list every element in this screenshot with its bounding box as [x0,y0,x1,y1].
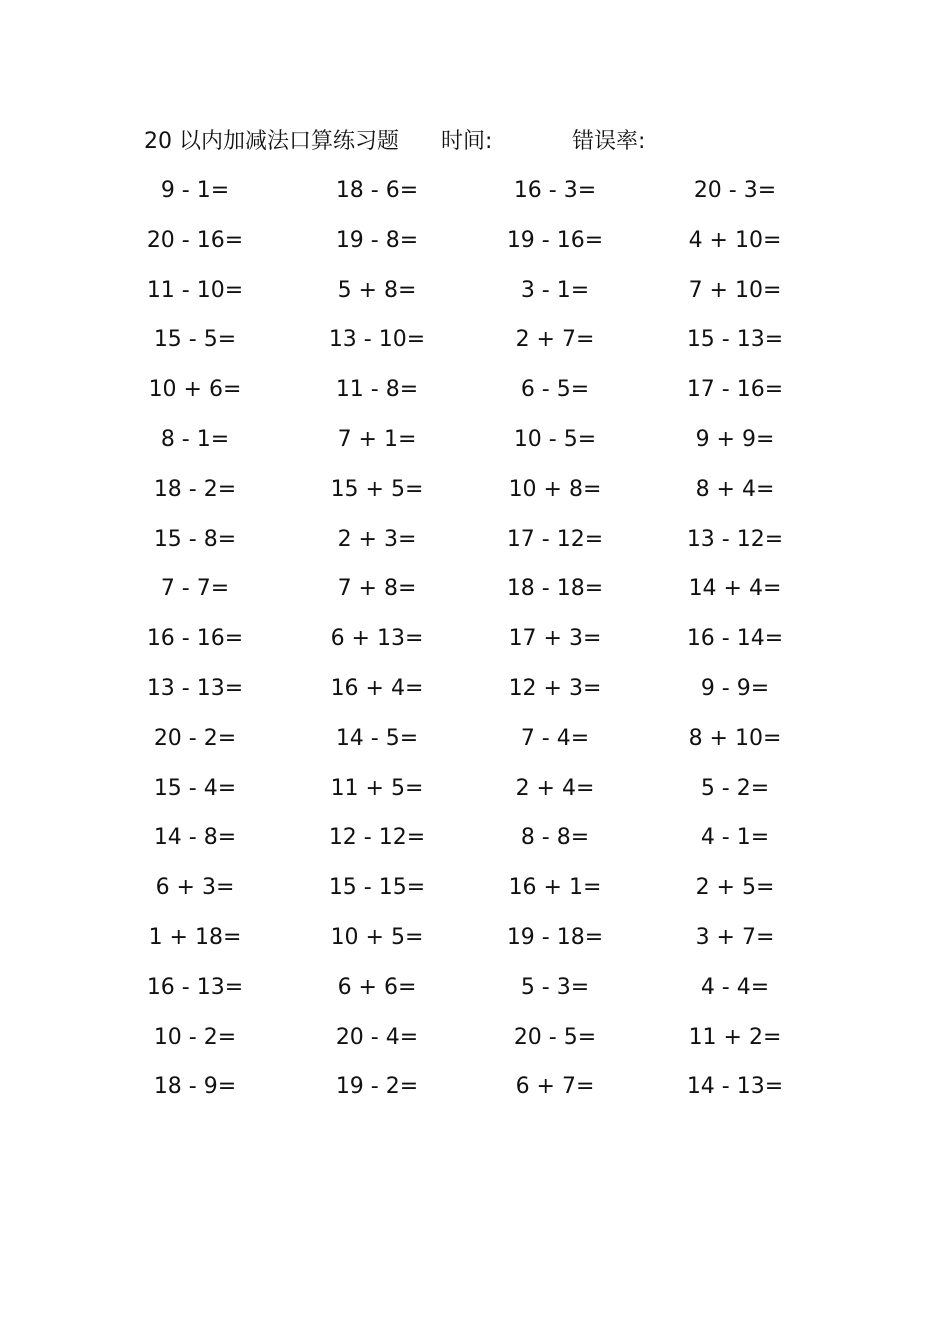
problem-item: 9 + 9= [695,426,775,452]
problem-row [140,863,790,913]
problem-item: 20 - 3= [693,178,777,203]
problem-item: 16 + 1= [508,875,602,901]
problem-item: 2 + 4= [515,775,595,801]
problem-item: 15 - 15= [328,875,426,901]
problem-item: 14 - 13= [686,1074,784,1100]
problem-row [140,564,790,614]
problem-item: 12 - 12= [328,825,426,851]
problem-item: 11 + 2= [688,1024,782,1050]
problem-item: 17 + 3= [508,626,602,652]
error-rate-label: 错误率: [572,129,646,154]
problem-item: 2 + 3= [337,526,417,552]
problem-item: 8 + 4= [695,476,775,502]
problem-item: 10 - 2= [153,1024,237,1050]
problem-row [140,515,790,565]
problem-item: 6 + 3= [155,875,235,901]
problem-item: 13 - 13= [146,675,244,701]
problem-item: 16 - 3= [513,178,597,203]
problem-row [140,614,790,664]
problem-item: 7 + 1= [337,426,417,452]
problem-item: 5 - 3= [520,974,590,1000]
problem-item: 20 - 4= [335,1024,419,1050]
problem-item: 1 + 18= [148,924,242,950]
problem-item: 3 + 7= [695,924,775,950]
problem-row [140,963,790,1013]
problem-item: 16 - 14= [686,626,784,652]
problem-row [140,216,790,266]
problem-item: 19 - 18= [506,924,604,950]
problem-item: 7 - 7= [160,576,230,602]
problem-item: 15 + 5= [330,476,424,502]
problem-item: 14 + 4= [688,576,782,602]
problem-row [140,764,790,814]
problem-row [140,415,790,465]
problem-item: 19 - 16= [506,227,604,253]
problem-item: 20 - 16= [146,227,244,253]
problem-row [140,664,790,714]
problem-item: 8 - 1= [160,426,230,452]
problem-item: 3 - 1= [520,277,590,303]
problem-item: 19 - 8= [335,227,419,253]
problem-item: 18 - 2= [153,476,237,502]
problem-row [140,1013,790,1063]
problem-row [140,315,790,365]
problem-item: 11 + 5= [330,775,424,801]
problem-item: 11 - 8= [335,377,419,403]
problem-item: 7 + 10= [688,277,782,303]
problem-item: 10 + 8= [508,476,602,502]
problem-item: 15 - 4= [153,775,237,801]
problem-item: 15 - 8= [153,526,237,552]
problem-item: 16 - 13= [146,974,244,1000]
problem-item: 7 - 4= [520,725,590,751]
problem-item: 16 - 16= [146,626,244,652]
problem-item: 20 - 5= [513,1024,597,1050]
problem-row [140,913,790,963]
problem-item: 10 + 5= [330,924,424,950]
problem-item: 18 - 9= [153,1074,237,1100]
problem-item: 19 - 2= [335,1074,419,1100]
problem-item: 2 + 5= [695,875,775,901]
problem-item: 9 - 1= [160,178,230,203]
problem-item: 14 - 5= [335,725,419,751]
problem-item: 6 + 7= [515,1074,595,1100]
problem-item: 6 + 13= [330,626,424,652]
problem-item: 8 - 8= [520,825,590,851]
worksheet-title: 20 以内加减法口算练习题 [144,129,399,154]
problem-item: 7 + 8= [337,576,417,602]
problem-row [140,465,790,515]
problem-item: 17 - 16= [686,377,784,403]
problem-item: 13 - 12= [686,526,784,552]
problem-row [140,166,790,216]
problem-row [140,365,790,415]
problem-item: 4 - 4= [700,974,770,1000]
problem-item: 16 + 4= [330,675,424,701]
problem-item: 4 - 1= [700,825,770,851]
problem-item: 2 + 7= [515,327,595,353]
problem-item: 13 - 10= [328,327,426,353]
problem-item: 14 - 8= [153,825,237,851]
problem-row [140,266,790,316]
time-label: 时间: [441,129,493,154]
problem-item: 6 + 6= [337,974,417,1000]
problem-row [140,1062,790,1112]
problem-item: 15 - 5= [153,327,237,353]
problem-grid [140,166,790,1112]
problem-item: 6 - 5= [520,377,590,403]
problem-item: 12 + 3= [508,675,602,701]
problem-item: 4 + 10= [688,227,782,253]
problem-row [140,714,790,764]
problem-item: 20 - 2= [153,725,237,751]
problem-item: 15 - 13= [686,327,784,353]
problem-item: 17 - 12= [506,526,604,552]
problem-item: 10 + 6= [148,377,242,403]
problem-item: 18 - 6= [335,178,419,203]
problem-item: 5 + 8= [337,277,417,303]
problem-item: 9 - 9= [700,675,770,701]
problem-item: 11 - 10= [146,277,244,303]
problem-item: 18 - 18= [506,576,604,602]
problem-item: 8 + 10= [688,725,782,751]
problem-row [140,813,790,863]
problem-item: 5 - 2= [700,775,770,801]
problem-item: 10 - 5= [513,426,597,452]
